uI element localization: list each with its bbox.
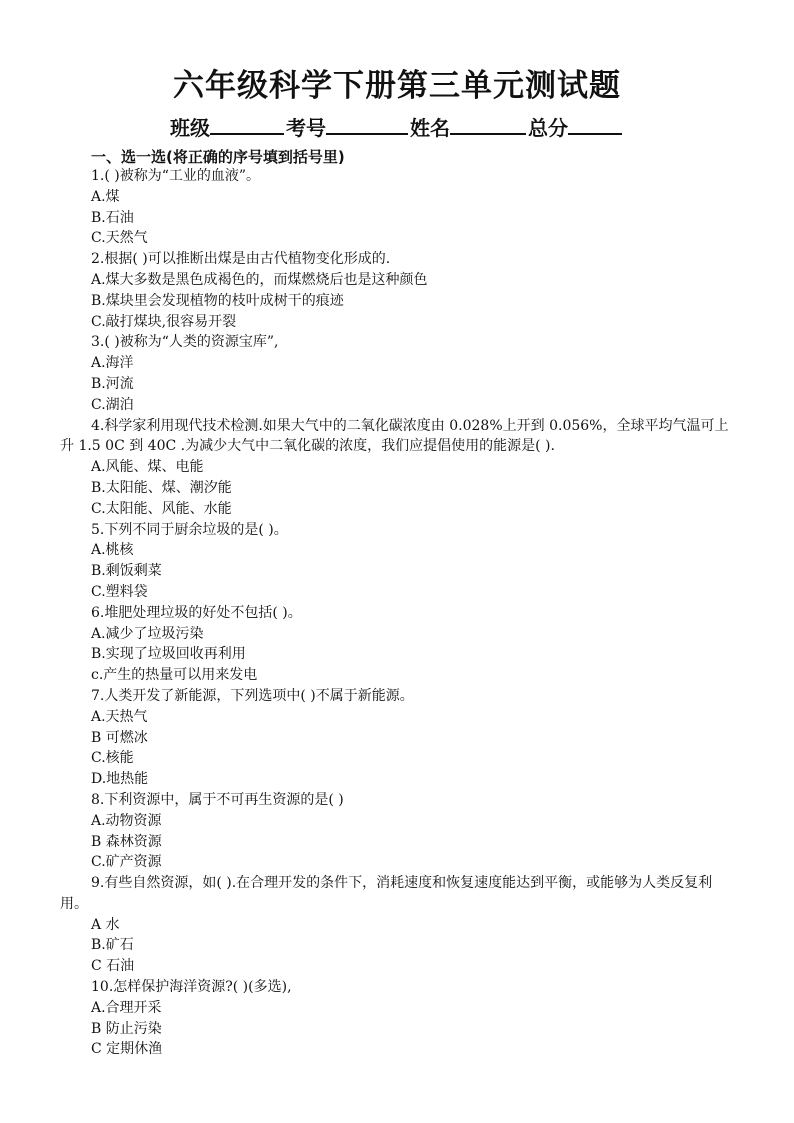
option-3a: A.海洋 xyxy=(91,355,134,372)
name-label: 姓名 xyxy=(410,116,450,140)
total-score-blank[interactable] xyxy=(568,115,622,135)
option-1b: B.石油 xyxy=(91,209,134,226)
option-7c: C.核能 xyxy=(91,750,134,767)
option-10a: A.合理开采 xyxy=(91,999,162,1016)
exam-number-label: 考号 xyxy=(286,116,326,140)
option-9b: B.矿石 xyxy=(91,937,134,954)
page-title: 六年级科学下册第三单元测试题 xyxy=(173,68,621,104)
question-2: 2.根据( )可以推断出煤是由古代植物变化形成的. xyxy=(91,251,391,268)
option-2a: A.煤大多数是黑色成褐色的，而煤燃烧后也是这种颜色 xyxy=(91,271,428,288)
option-1c: C.天然气 xyxy=(91,230,148,247)
option-8c: C.矿产资源 xyxy=(91,854,162,871)
option-3c: C.湖泊 xyxy=(91,396,134,413)
question-5: 5.下列不同于厨余垃圾的是( )。 xyxy=(91,521,288,538)
student-info-line xyxy=(0,112,794,141)
option-7b: B 可燃冰 xyxy=(91,729,148,746)
option-9c: C 石油 xyxy=(91,958,135,975)
total-score-label: 总分 xyxy=(528,116,568,140)
option-6a: A.减少了垃圾污染 xyxy=(91,625,204,642)
option-8a: A.动物资源 xyxy=(91,812,162,829)
option-10c: C 定期休渔 xyxy=(91,1041,163,1058)
option-2c: C.敲打煤块,很容易开裂 xyxy=(91,313,237,330)
option-4b: B.太阳能、煤、潮汐能 xyxy=(91,479,232,496)
option-6c: c.产生的热量可以用来发电 xyxy=(91,667,258,684)
question-1: 1.( )被称为“工业的血液”。 xyxy=(91,168,261,184)
option-5c: C.塑料袋 xyxy=(91,583,148,600)
question-list xyxy=(60,166,740,1060)
option-5b: B.剩饭剩菜 xyxy=(91,563,162,580)
option-3b: B.河流 xyxy=(91,375,134,392)
option-8b: B 森林资源 xyxy=(91,833,162,850)
name-blank[interactable] xyxy=(450,115,526,135)
option-4a: A.风能、煤、电能 xyxy=(91,459,204,476)
question-8: 8.下利资源中，属于不可再生资源的是( ) xyxy=(91,791,344,808)
option-7a: A.天热气 xyxy=(91,708,148,725)
class-blank[interactable] xyxy=(210,115,284,135)
option-4c: C.太阳能、风能、水能 xyxy=(91,500,232,517)
option-6b: B.实现了垃圾回收再利用 xyxy=(91,646,246,663)
question-6: 6.堆肥处理垃圾的好处不包括( )。 xyxy=(91,604,302,621)
question-7: 7.人类开发了新能源，下列选项中( )不属于新能源。 xyxy=(91,687,414,704)
option-10b: B 防止污染 xyxy=(91,1020,162,1037)
class-label: 班级 xyxy=(170,116,210,140)
exam-number-blank[interactable] xyxy=(326,115,408,135)
option-7d: D.地热能 xyxy=(91,771,149,788)
option-2b: B.煤块里会发现植物的枝叶成树干的痕迹 xyxy=(91,292,344,309)
question-9: 9.有些自然资源，如( ).在合理开发的条件下，消耗速度和恢复速度能达到平衡，或能够为人类反复利用。 xyxy=(60,875,713,912)
section-heading: 一、选一选(将正确的序号填到括号里) xyxy=(91,148,345,166)
question-4: 4.科学家利用现代技术检测.如果大气中的二氧化碳浓度由 0.028%上开到 0.056%，全球平均气温可上升 1.5 0C 到 40C .为减少大气中二氧化碳的浓度，我们应提倡使用的能源是( ). xyxy=(60,417,729,455)
option-1a: A.煤 xyxy=(91,188,120,205)
option-9a: A 水 xyxy=(91,916,120,933)
question-10: 10.怎样保护海洋资源?( )(多选), xyxy=(91,979,292,996)
question-3: 3.( )被称为“人类的资源宝库”, xyxy=(91,334,279,351)
option-5a: A.桃核 xyxy=(91,542,134,559)
